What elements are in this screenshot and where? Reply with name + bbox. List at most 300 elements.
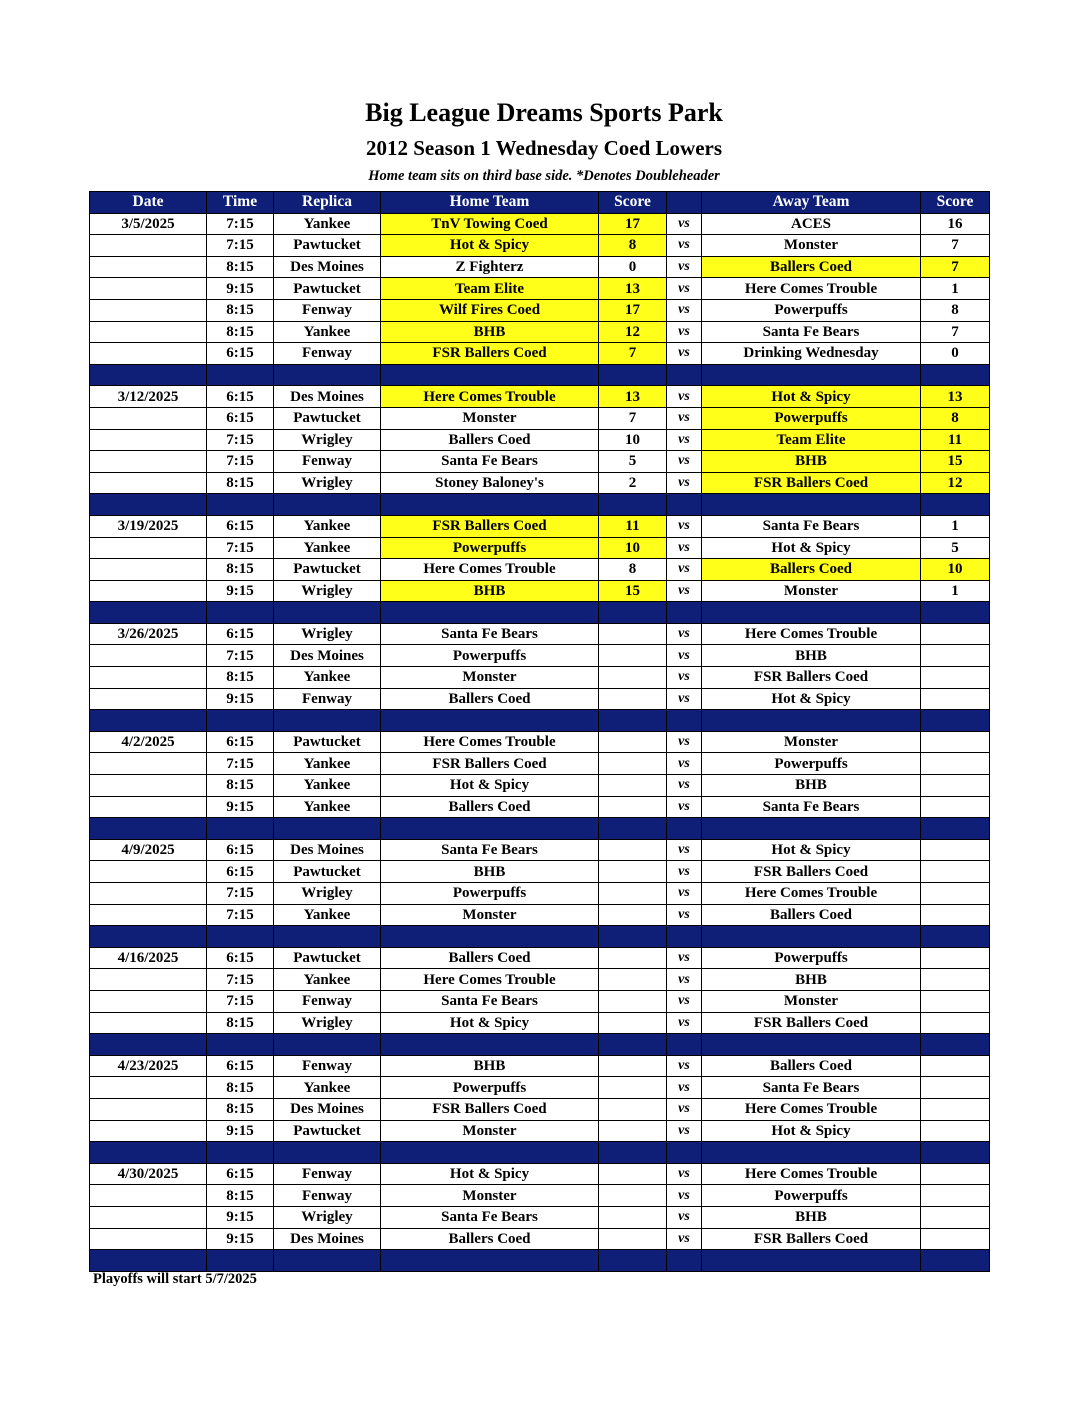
home-score xyxy=(599,861,667,883)
field-replica: Pawtucket xyxy=(274,559,381,581)
home-score xyxy=(599,1120,667,1142)
away-score: 8 xyxy=(921,299,990,321)
separator-cell xyxy=(381,364,599,386)
away-team: Here Comes Trouble xyxy=(702,1098,921,1120)
home-team: Monster xyxy=(381,667,599,689)
game-row xyxy=(90,429,990,451)
home-team: Hot & Spicy xyxy=(381,1012,599,1034)
home-score: 11 xyxy=(599,515,667,537)
field-replica: Pawtucket xyxy=(274,407,381,429)
separator-cell xyxy=(207,364,274,386)
game-row xyxy=(90,731,990,753)
game-row xyxy=(90,688,990,710)
away-score xyxy=(921,1120,990,1142)
separator-cell xyxy=(381,1034,599,1056)
separator-cell xyxy=(667,494,702,516)
week-separator-row xyxy=(90,602,990,624)
field-replica: Yankee xyxy=(274,1077,381,1099)
game-row xyxy=(90,861,990,883)
game-date xyxy=(90,1077,207,1099)
home-team: Here Comes Trouble xyxy=(381,731,599,753)
away-team: Monster xyxy=(702,580,921,602)
game-time: 8:15 xyxy=(207,559,274,581)
column-header-away-score: Score xyxy=(921,192,990,214)
game-time: 6:15 xyxy=(207,839,274,861)
game-time: 9:15 xyxy=(207,1120,274,1142)
game-row xyxy=(90,1228,990,1250)
separator-cell xyxy=(921,1034,990,1056)
home-score: 2 xyxy=(599,472,667,494)
game-time: 6:15 xyxy=(207,386,274,408)
home-team: FSR Ballers Coed xyxy=(381,1098,599,1120)
game-date xyxy=(90,753,207,775)
game-date xyxy=(90,1206,207,1228)
home-score: 10 xyxy=(599,429,667,451)
home-team: Santa Fe Bears xyxy=(381,451,599,473)
vs-label: vs xyxy=(667,256,702,278)
vs-label: vs xyxy=(667,623,702,645)
home-team: Ballers Coed xyxy=(381,688,599,710)
home-score: 13 xyxy=(599,278,667,300)
away-team: Powerpuffs xyxy=(702,299,921,321)
separator-cell xyxy=(90,926,207,948)
game-date: 4/2/2025 xyxy=(90,731,207,753)
separator-cell xyxy=(599,926,667,948)
away-team: BHB xyxy=(702,1206,921,1228)
game-time: 9:15 xyxy=(207,1228,274,1250)
home-team: Here Comes Trouble xyxy=(381,559,599,581)
separator-cell xyxy=(599,710,667,732)
separator-cell xyxy=(921,710,990,732)
home-score xyxy=(599,1163,667,1185)
home-team: Monster xyxy=(381,1185,599,1207)
away-score: 1 xyxy=(921,580,990,602)
home-team: Powerpuffs xyxy=(381,537,599,559)
home-score xyxy=(599,839,667,861)
game-time: 6:15 xyxy=(207,623,274,645)
home-team: FSR Ballers Coed xyxy=(381,753,599,775)
field-replica: Fenway xyxy=(274,1185,381,1207)
away-team: Hot & Spicy xyxy=(702,839,921,861)
home-score xyxy=(599,1055,667,1077)
home-score xyxy=(599,904,667,926)
game-date: 4/9/2025 xyxy=(90,839,207,861)
separator-cell xyxy=(381,602,599,624)
home-score xyxy=(599,688,667,710)
away-team: Hot & Spicy xyxy=(702,688,921,710)
field-replica: Pawtucket xyxy=(274,1120,381,1142)
game-time: 8:15 xyxy=(207,256,274,278)
game-time: 6:15 xyxy=(207,731,274,753)
game-time: 8:15 xyxy=(207,775,274,797)
home-team: Powerpuffs xyxy=(381,1077,599,1099)
game-time: 8:15 xyxy=(207,299,274,321)
away-score: 0 xyxy=(921,343,990,365)
column-header-away-team: Away Team xyxy=(702,192,921,214)
column-header-home-score: Score xyxy=(599,192,667,214)
field-replica: Pawtucket xyxy=(274,278,381,300)
home-team: BHB xyxy=(381,1055,599,1077)
away-score xyxy=(921,969,990,991)
separator-cell xyxy=(90,818,207,840)
game-time: 8:15 xyxy=(207,1012,274,1034)
away-score xyxy=(921,1163,990,1185)
field-replica: Des Moines xyxy=(274,1228,381,1250)
home-score xyxy=(599,1077,667,1099)
away-score xyxy=(921,731,990,753)
separator-cell xyxy=(921,818,990,840)
away-score xyxy=(921,753,990,775)
game-date xyxy=(90,688,207,710)
field-replica: Fenway xyxy=(274,1055,381,1077)
home-team: FSR Ballers Coed xyxy=(381,343,599,365)
home-score xyxy=(599,883,667,905)
separator-cell xyxy=(274,926,381,948)
separator-cell xyxy=(207,494,274,516)
away-team: BHB xyxy=(702,775,921,797)
home-team: Hot & Spicy xyxy=(381,775,599,797)
home-score xyxy=(599,969,667,991)
field-replica: Des Moines xyxy=(274,839,381,861)
away-team: BHB xyxy=(702,645,921,667)
separator-cell xyxy=(274,494,381,516)
game-date: 4/30/2025 xyxy=(90,1163,207,1185)
away-score xyxy=(921,1012,990,1034)
away-team: Ballers Coed xyxy=(702,904,921,926)
week-separator-row xyxy=(90,1250,990,1272)
home-team: Z Fighterz xyxy=(381,256,599,278)
away-team: Santa Fe Bears xyxy=(702,1077,921,1099)
home-score: 15 xyxy=(599,580,667,602)
field-replica: Wrigley xyxy=(274,623,381,645)
game-row xyxy=(90,213,990,235)
away-team: Team Elite xyxy=(702,429,921,451)
game-date xyxy=(90,235,207,257)
home-score xyxy=(599,1228,667,1250)
schedule-table xyxy=(89,191,990,1272)
vs-label: vs xyxy=(667,1163,702,1185)
game-row xyxy=(90,1098,990,1120)
home-team: Ballers Coed xyxy=(381,429,599,451)
column-header-time: Time xyxy=(207,192,274,214)
field-replica: Yankee xyxy=(274,213,381,235)
home-team: Hot & Spicy xyxy=(381,1163,599,1185)
game-time: 7:15 xyxy=(207,990,274,1012)
game-time: 6:15 xyxy=(207,947,274,969)
away-score xyxy=(921,1098,990,1120)
home-score xyxy=(599,1206,667,1228)
header-row xyxy=(90,192,990,214)
game-time: 9:15 xyxy=(207,580,274,602)
game-row xyxy=(90,947,990,969)
separator-cell xyxy=(921,494,990,516)
away-team: Powerpuffs xyxy=(702,407,921,429)
home-score xyxy=(599,1012,667,1034)
game-time: 9:15 xyxy=(207,1206,274,1228)
game-row xyxy=(90,256,990,278)
separator-cell xyxy=(207,710,274,732)
away-team: Here Comes Trouble xyxy=(702,278,921,300)
game-time: 9:15 xyxy=(207,688,274,710)
away-team: FSR Ballers Coed xyxy=(702,861,921,883)
field-replica: Wrigley xyxy=(274,883,381,905)
home-score: 13 xyxy=(599,386,667,408)
game-row xyxy=(90,1012,990,1034)
separator-cell xyxy=(599,602,667,624)
home-team: Monster xyxy=(381,407,599,429)
game-time: 7:15 xyxy=(207,969,274,991)
separator-cell xyxy=(702,1034,921,1056)
separator-cell xyxy=(274,1142,381,1164)
separator-cell xyxy=(90,494,207,516)
vs-label: vs xyxy=(667,645,702,667)
away-team: Here Comes Trouble xyxy=(702,1163,921,1185)
home-team: Wilf Fires Coed xyxy=(381,299,599,321)
separator-cell xyxy=(381,494,599,516)
separator-cell xyxy=(381,926,599,948)
away-score: 7 xyxy=(921,321,990,343)
away-team: Here Comes Trouble xyxy=(702,623,921,645)
game-time: 6:15 xyxy=(207,861,274,883)
game-row xyxy=(90,515,990,537)
separator-cell xyxy=(599,1142,667,1164)
home-team: Here Comes Trouble xyxy=(381,386,599,408)
home-score xyxy=(599,990,667,1012)
separator-cell xyxy=(599,1250,667,1272)
separator-cell xyxy=(702,494,921,516)
game-row xyxy=(90,407,990,429)
away-team: Santa Fe Bears xyxy=(702,515,921,537)
vs-label: vs xyxy=(667,969,702,991)
vs-label: vs xyxy=(667,990,702,1012)
separator-cell xyxy=(702,818,921,840)
game-time: 6:15 xyxy=(207,515,274,537)
field-replica: Fenway xyxy=(274,688,381,710)
game-row xyxy=(90,559,990,581)
game-time: 7:15 xyxy=(207,753,274,775)
vs-label: vs xyxy=(667,343,702,365)
away-team: Hot & Spicy xyxy=(702,537,921,559)
vs-label: vs xyxy=(667,1077,702,1099)
field-replica: Wrigley xyxy=(274,1012,381,1034)
field-replica: Yankee xyxy=(274,969,381,991)
column-header-vs xyxy=(667,192,702,214)
field-replica: Pawtucket xyxy=(274,947,381,969)
away-score: 12 xyxy=(921,472,990,494)
game-row xyxy=(90,990,990,1012)
separator-cell xyxy=(702,710,921,732)
field-replica: Des Moines xyxy=(274,256,381,278)
home-score xyxy=(599,753,667,775)
separator-cell xyxy=(274,818,381,840)
home-score: 0 xyxy=(599,256,667,278)
game-time: 6:15 xyxy=(207,1055,274,1077)
home-team: BHB xyxy=(381,580,599,602)
away-team: Ballers Coed xyxy=(702,1055,921,1077)
home-score: 8 xyxy=(599,235,667,257)
game-time: 9:15 xyxy=(207,278,274,300)
separator-cell xyxy=(381,1142,599,1164)
separator-cell xyxy=(274,602,381,624)
field-replica: Yankee xyxy=(274,537,381,559)
vs-label: vs xyxy=(667,235,702,257)
away-score xyxy=(921,796,990,818)
game-date: 3/19/2025 xyxy=(90,515,207,537)
vs-label: vs xyxy=(667,731,702,753)
game-date xyxy=(90,472,207,494)
away-team: Powerpuffs xyxy=(702,1185,921,1207)
away-team: Powerpuffs xyxy=(702,753,921,775)
game-date xyxy=(90,1228,207,1250)
field-replica: Yankee xyxy=(274,796,381,818)
separator-cell xyxy=(667,710,702,732)
field-replica: Pawtucket xyxy=(274,731,381,753)
field-replica: Des Moines xyxy=(274,645,381,667)
game-row xyxy=(90,278,990,300)
separator-cell xyxy=(90,1142,207,1164)
vs-label: vs xyxy=(667,299,702,321)
game-time: 8:15 xyxy=(207,1185,274,1207)
separator-cell xyxy=(921,926,990,948)
field-replica: Fenway xyxy=(274,990,381,1012)
vs-label: vs xyxy=(667,947,702,969)
game-date xyxy=(90,990,207,1012)
away-score xyxy=(921,1228,990,1250)
game-row xyxy=(90,1120,990,1142)
separator-cell xyxy=(207,818,274,840)
vs-label: vs xyxy=(667,472,702,494)
away-score: 7 xyxy=(921,256,990,278)
game-date xyxy=(90,861,207,883)
home-score: 8 xyxy=(599,559,667,581)
week-separator-row xyxy=(90,710,990,732)
week-separator-row xyxy=(90,364,990,386)
field-replica: Fenway xyxy=(274,343,381,365)
game-time: 6:15 xyxy=(207,343,274,365)
vs-label: vs xyxy=(667,1098,702,1120)
vs-label: vs xyxy=(667,883,702,905)
away-team: FSR Ballers Coed xyxy=(702,1228,921,1250)
vs-label: vs xyxy=(667,1228,702,1250)
home-score: 7 xyxy=(599,343,667,365)
away-score xyxy=(921,1206,990,1228)
game-row xyxy=(90,299,990,321)
separator-cell xyxy=(207,1142,274,1164)
field-replica: Yankee xyxy=(274,753,381,775)
field-replica: Pawtucket xyxy=(274,861,381,883)
home-score xyxy=(599,1185,667,1207)
separator-cell xyxy=(921,602,990,624)
playoffs-note: Playoffs will start 5/7/2025 xyxy=(93,1271,257,1287)
away-score: 8 xyxy=(921,407,990,429)
week-separator-row xyxy=(90,926,990,948)
game-row xyxy=(90,472,990,494)
separator-cell xyxy=(207,602,274,624)
away-team: ACES xyxy=(702,213,921,235)
away-score: 10 xyxy=(921,559,990,581)
game-date: 3/5/2025 xyxy=(90,213,207,235)
separator-cell xyxy=(274,1250,381,1272)
game-row xyxy=(90,645,990,667)
away-score xyxy=(921,883,990,905)
separator-cell xyxy=(90,1034,207,1056)
separator-cell xyxy=(667,1250,702,1272)
home-score xyxy=(599,667,667,689)
away-team: Santa Fe Bears xyxy=(702,321,921,343)
separator-cell xyxy=(90,1250,207,1272)
game-row xyxy=(90,753,990,775)
game-time: 7:15 xyxy=(207,904,274,926)
column-header-replica: Replica xyxy=(274,192,381,214)
home-team: Powerpuffs xyxy=(381,883,599,905)
game-date xyxy=(90,278,207,300)
game-time: 7:15 xyxy=(207,235,274,257)
separator-cell xyxy=(90,602,207,624)
field-replica: Yankee xyxy=(274,667,381,689)
separator-cell xyxy=(702,364,921,386)
game-row xyxy=(90,1206,990,1228)
game-row xyxy=(90,1163,990,1185)
away-score: 15 xyxy=(921,451,990,473)
away-score xyxy=(921,861,990,883)
field-replica: Des Moines xyxy=(274,386,381,408)
away-score: 16 xyxy=(921,213,990,235)
home-team: Santa Fe Bears xyxy=(381,990,599,1012)
vs-label: vs xyxy=(667,278,702,300)
game-time: 8:15 xyxy=(207,667,274,689)
vs-label: vs xyxy=(667,1120,702,1142)
home-score xyxy=(599,645,667,667)
game-date xyxy=(90,1120,207,1142)
game-date xyxy=(90,904,207,926)
separator-cell xyxy=(207,926,274,948)
game-date xyxy=(90,1012,207,1034)
column-header-date: Date xyxy=(90,192,207,214)
game-row xyxy=(90,1185,990,1207)
week-separator-row xyxy=(90,494,990,516)
vs-label: vs xyxy=(667,1012,702,1034)
vs-label: vs xyxy=(667,753,702,775)
vs-label: vs xyxy=(667,580,702,602)
game-date xyxy=(90,321,207,343)
game-time: 7:15 xyxy=(207,429,274,451)
away-team: BHB xyxy=(702,451,921,473)
home-team: Santa Fe Bears xyxy=(381,1206,599,1228)
separator-cell xyxy=(667,602,702,624)
field-replica: Wrigley xyxy=(274,580,381,602)
away-score: 7 xyxy=(921,235,990,257)
game-date xyxy=(90,537,207,559)
away-score: 13 xyxy=(921,386,990,408)
field-replica: Des Moines xyxy=(274,1098,381,1120)
home-team: Ballers Coed xyxy=(381,796,599,818)
away-team: Ballers Coed xyxy=(702,256,921,278)
away-score xyxy=(921,1055,990,1077)
field-replica: Fenway xyxy=(274,299,381,321)
vs-label: vs xyxy=(667,429,702,451)
game-time: 8:15 xyxy=(207,321,274,343)
field-replica: Yankee xyxy=(274,904,381,926)
home-team: Monster xyxy=(381,1120,599,1142)
separator-cell xyxy=(90,710,207,732)
home-score xyxy=(599,623,667,645)
home-team: Santa Fe Bears xyxy=(381,839,599,861)
separator-cell xyxy=(599,818,667,840)
week-separator-row xyxy=(90,818,990,840)
game-row xyxy=(90,537,990,559)
game-row xyxy=(90,386,990,408)
vs-label: vs xyxy=(667,861,702,883)
